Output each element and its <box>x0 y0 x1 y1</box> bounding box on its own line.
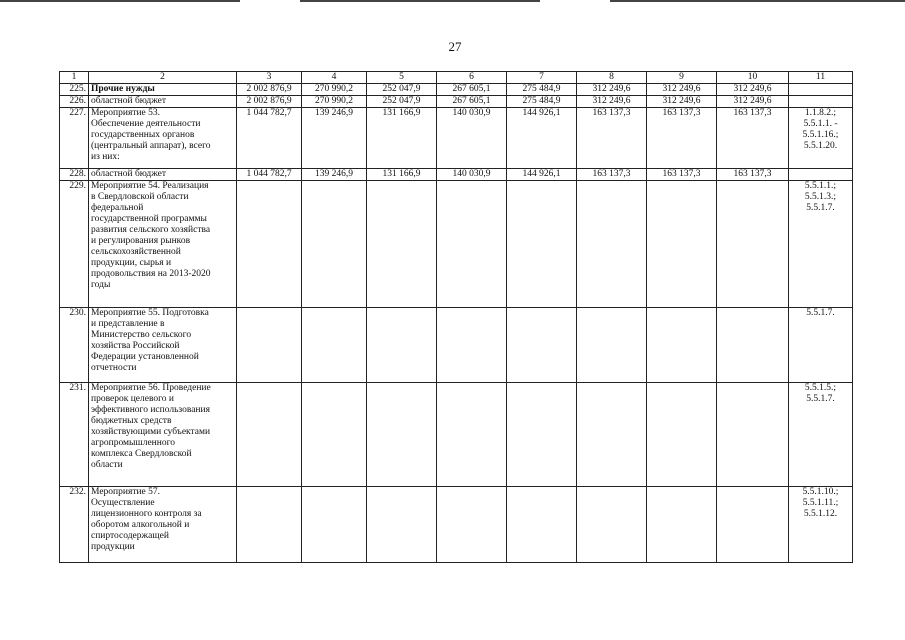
description-line: Мероприятие 55. Подготовка <box>91 308 209 318</box>
row-description <box>89 383 237 487</box>
value-cell: 139 246,9 <box>302 108 367 169</box>
column-header: 10 <box>717 72 789 84</box>
budget-table <box>59 71 853 563</box>
column-header: 1 <box>60 72 89 84</box>
target-code: 1.1.8.2.; <box>804 108 837 118</box>
scan-border-top-left <box>0 0 240 2</box>
description-line: Мероприятие 54. Реализация <box>91 181 209 191</box>
description-line: продовольствия на 2013-2020 <box>91 269 211 279</box>
table-header-row <box>60 72 853 84</box>
description-line: эффективного использования <box>91 405 210 415</box>
value-cell <box>302 308 367 383</box>
row-number: 226. <box>60 96 89 108</box>
value-cell: 275 484,9 <box>507 96 577 108</box>
value-cell: 1 044 782,7 <box>237 169 302 181</box>
value-cell <box>237 383 302 487</box>
description-line: Осуществление <box>91 498 155 508</box>
target-code: 5.5.1.12. <box>803 509 838 519</box>
target-code: 5.5.1.7. <box>806 394 835 404</box>
description-line: продукции <box>91 542 135 552</box>
value-cell: 163 137,3 <box>577 169 647 181</box>
value-cell: 144 926,1 <box>507 169 577 181</box>
target-codes-cell <box>789 383 853 487</box>
value-cell: 252 047,9 <box>367 84 437 96</box>
value-cell: 267 605,1 <box>437 96 507 108</box>
target-code: 5.5.1.16.; <box>802 130 839 140</box>
column-header: 7 <box>507 72 577 84</box>
table-row <box>60 96 853 108</box>
value-cell <box>507 308 577 383</box>
target-code: 5.5.1.20. <box>803 141 838 151</box>
value-cell <box>367 383 437 487</box>
column-header: 2 <box>89 72 237 84</box>
value-cell: 144 926,1 <box>507 108 577 169</box>
description-line: комплекса Свердловской <box>91 449 192 459</box>
description-line: области <box>91 460 123 470</box>
row-description <box>89 84 237 96</box>
value-cell <box>302 487 367 563</box>
row-number: 225. <box>60 84 89 96</box>
value-cell: 275 484,9 <box>507 84 577 96</box>
description-line: Мероприятие 57. <box>91 487 161 497</box>
row-description <box>89 96 237 108</box>
description-line: федеральной <box>91 203 144 213</box>
description-line: Федерации установленной <box>91 352 199 362</box>
column-header: 9 <box>647 72 717 84</box>
target-codes-cell <box>789 169 853 181</box>
value-cell <box>367 308 437 383</box>
target-codes-cell <box>789 96 853 108</box>
page-number: 27 <box>448 39 462 54</box>
column-header: 5 <box>367 72 437 84</box>
description-line: сельскохозяйственной <box>91 247 181 257</box>
value-cell <box>237 487 302 563</box>
description-line: продукции, сырья и <box>91 258 172 268</box>
value-cell <box>577 181 647 308</box>
value-cell <box>302 383 367 487</box>
description-line: и регулирования рынков <box>91 236 191 246</box>
target-code: 5.5.1.1. - <box>803 119 838 129</box>
row-number: 228. <box>60 169 89 181</box>
value-cell: 312 249,6 <box>577 84 647 96</box>
description-line: областной бюджет <box>91 169 167 179</box>
row-number: 229. <box>60 181 89 308</box>
description-line: проверок целевого и <box>91 394 175 404</box>
value-cell <box>577 487 647 563</box>
value-cell <box>302 181 367 308</box>
column-header: 4 <box>302 72 367 84</box>
row-description <box>89 108 237 169</box>
column-header: 8 <box>577 72 647 84</box>
value-cell <box>577 383 647 487</box>
value-cell: 2 002 876,9 <box>237 84 302 96</box>
target-codes-cell <box>789 84 853 96</box>
table-body <box>60 72 853 563</box>
target-codes-cell <box>789 108 853 169</box>
target-code: 5.5.1.1.; <box>804 181 837 191</box>
value-cell <box>437 308 507 383</box>
description-line: из них: <box>91 152 120 162</box>
table-row <box>60 181 853 308</box>
target-codes-cell <box>789 181 853 308</box>
value-cell <box>647 487 717 563</box>
value-cell <box>647 383 717 487</box>
scan-border-top-right <box>610 0 905 2</box>
description-line: отчетности <box>91 363 137 373</box>
description-line: Министерство сельского <box>91 330 192 340</box>
value-cell: 163 137,3 <box>647 169 717 181</box>
value-cell: 270 990,2 <box>302 96 367 108</box>
value-cell <box>577 308 647 383</box>
value-cell <box>437 487 507 563</box>
row-description <box>89 181 237 308</box>
value-cell: 163 137,3 <box>717 169 789 181</box>
description-line: Мероприятие 56. Проведение <box>91 383 211 393</box>
value-cell <box>717 308 789 383</box>
description-line: в Свердловской области <box>91 192 189 202</box>
value-cell: 312 249,6 <box>717 84 789 96</box>
value-cell <box>507 181 577 308</box>
value-cell <box>717 181 789 308</box>
target-codes-cell <box>789 487 853 563</box>
value-cell: 163 137,3 <box>647 108 717 169</box>
row-number: 231. <box>60 383 89 487</box>
value-cell <box>647 181 717 308</box>
value-cell <box>717 383 789 487</box>
description-line: государственных органов <box>91 130 195 140</box>
description-line: спиртосодержащей <box>91 531 169 541</box>
description-line: областной бюджет <box>91 96 167 106</box>
value-cell: 312 249,6 <box>647 84 717 96</box>
value-cell <box>507 487 577 563</box>
description-line: Обеспечение деятельности <box>91 119 201 129</box>
description-line: Прочие нужды <box>91 84 155 94</box>
value-cell <box>507 383 577 487</box>
value-cell: 312 249,6 <box>717 96 789 108</box>
value-cell: 131 166,9 <box>367 169 437 181</box>
description-line: агропромышленного <box>91 438 176 448</box>
description-line: оборотом алкогольной и <box>91 520 190 530</box>
description-line: Мероприятие 53. <box>91 108 161 118</box>
value-cell: 163 137,3 <box>717 108 789 169</box>
value-cell <box>437 383 507 487</box>
table-row <box>60 383 853 487</box>
row-description <box>89 169 237 181</box>
row-description <box>89 487 237 563</box>
description-line: (центральный аппарат), всего <box>91 141 211 151</box>
value-cell: 312 249,6 <box>647 96 717 108</box>
description-line: бюджетных средств <box>91 416 172 426</box>
target-code: 5.5.1.7. <box>806 308 835 318</box>
description-line: хозяйства Российской <box>91 341 180 351</box>
column-header: 3 <box>237 72 302 84</box>
description-line: годы <box>91 280 111 290</box>
table-row <box>60 487 853 563</box>
description-line: развития сельского хозяйства <box>91 225 211 235</box>
target-code: 5.5.1.3.; <box>804 192 837 202</box>
row-number: 227. <box>60 108 89 169</box>
value-cell: 163 137,3 <box>577 108 647 169</box>
target-codes-cell <box>789 308 853 383</box>
description-line: хозяйствующими субъектами <box>91 427 211 437</box>
value-cell: 2 002 876,9 <box>237 96 302 108</box>
row-description <box>89 308 237 383</box>
description-line: и представление в <box>91 319 165 329</box>
row-number: 232. <box>60 487 89 563</box>
row-number: 230. <box>60 308 89 383</box>
value-cell: 312 249,6 <box>577 96 647 108</box>
value-cell: 267 605,1 <box>437 84 507 96</box>
value-cell: 140 030,9 <box>437 108 507 169</box>
value-cell <box>437 181 507 308</box>
value-cell: 252 047,9 <box>367 96 437 108</box>
table-row <box>60 308 853 383</box>
value-cell: 1 044 782,7 <box>237 108 302 169</box>
value-cell: 139 246,9 <box>302 169 367 181</box>
table-row <box>60 84 853 96</box>
value-cell <box>237 181 302 308</box>
value-cell: 270 990,2 <box>302 84 367 96</box>
column-header: 6 <box>437 72 507 84</box>
value-cell: 131 166,9 <box>367 108 437 169</box>
description-line: государственной программы <box>91 214 207 224</box>
value-cell <box>237 308 302 383</box>
column-header: 11 <box>789 72 853 84</box>
table-row <box>60 108 853 169</box>
target-code: 5.5.1.7. <box>806 203 835 213</box>
value-cell <box>717 487 789 563</box>
scan-border-top-mid <box>300 0 540 2</box>
value-cell: 140 030,9 <box>437 169 507 181</box>
target-code: 5.5.1.10.; <box>802 487 839 497</box>
table-row <box>60 169 853 181</box>
value-cell <box>647 308 717 383</box>
target-code: 5.5.1.11.; <box>802 498 839 508</box>
value-cell <box>367 181 437 308</box>
value-cell <box>367 487 437 563</box>
description-line: лицензионного контроля за <box>91 509 202 519</box>
target-code: 5.5.1.5.; <box>804 383 837 393</box>
